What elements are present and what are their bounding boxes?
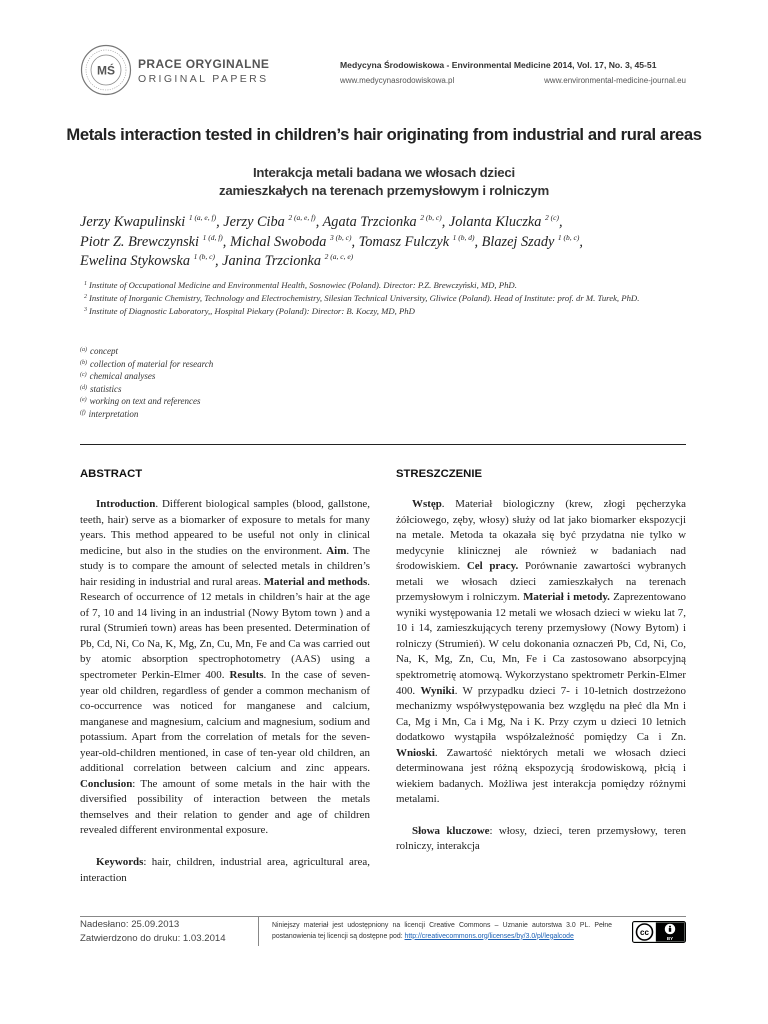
affiliation-item: $^3$ Institute of Diagnostic Laboratory,, Hospital Piekary (Poland): Director: B. Koczy, MD, PhD (84, 305, 415, 316)
author-list: Jerzy Kwapulinski $^{1 (a, e, f)}$, Jerzy Ciba $^{2 (a, e, f)}$, Agata Trzcionka $^{2 (b, c)}$, Jolanta Kluczka $^{2 (c)}$, Piotr Z. Brewczynski $^{1 (d, f)}$, Michal Swoboda $^{3 (b, c)}$, Tomasz Fulczyk $^{1 (b, d)}$, Blazej Szady $^{1 (b, c)}$, Ewelina Stykowska $^{1 (b, c)}$, Janina Trzcionka $^{2 (a, c, e)}$ (80, 213, 583, 269)
submission-dates (80, 916, 258, 945)
cc-by-badge[interactable] (632, 921, 686, 943)
journal-url-pl[interactable]: www.medycynasrodowiskowa.pl (340, 76, 455, 85)
author-name: Jolanta Kluczka (448, 214, 542, 230)
role-item: $^{(c)}$ chemical analyses (80, 371, 156, 381)
role-item: $^{(f)}$ interpretation (80, 408, 139, 419)
journal-logo (80, 44, 132, 96)
author-name: Jerzy Kwapulinski (80, 214, 186, 230)
role-item: $^{(a)}$ concept (80, 346, 118, 356)
streszczenie-keywords: Słowa kluczowe: włosy, dzieci, teren przemysłowy, teren rolniczy, interakcja (396, 824, 686, 853)
author-affiliation: 1 (b, d) (452, 232, 475, 242)
affiliation-item: $^2$ Institute of Inorganic Chemistry, Technology and Electrochemistry, Silesian Technical University, Gliwice (Poland). Head of Institute: prof. dr M. Turek, PhD. (84, 292, 640, 303)
journal-header (340, 59, 686, 87)
license-text: Niniejszy materiał jest udostępniony na licencji Creative Commons – Uznanie autorstwa 3.0 PL. Pełne postanowienia tej licencji są dostępne pod: (272, 922, 612, 940)
author-name: Agata Trzcionka (322, 214, 417, 230)
abstract-heading: ABSTRACT (80, 468, 143, 480)
author-affiliation: 2 (c) (545, 213, 559, 222)
streszczenie-column (396, 467, 686, 855)
author-affiliation: 2 (a, c, e) (324, 252, 354, 261)
author-name: Michal Swoboda (229, 233, 327, 250)
affiliation-item: $^1$ Institute of Occupational Medicine and Environmental Health, Sosnowiec (Poland). Director: P.Z. Brewczyński, MD, PhD. (84, 280, 517, 290)
subtitle-line-1: Interakcja metali badana we włosach dzieci (252, 165, 516, 180)
article-type-pl: PRACE ORYGINALNE (138, 57, 270, 71)
role-item: $^{(e)}$ working on text and references (80, 396, 201, 406)
author-name: Jerzy Ciba (223, 214, 285, 230)
cc-label: cc (640, 927, 649, 937)
author-affiliation: 1 (b, c) (193, 252, 216, 261)
author-affiliation: 2 (b, c) (420, 213, 442, 222)
author-affiliation: 1 (b, c) (557, 232, 580, 242)
author-affiliation: 1 (a, e, f) (188, 213, 217, 222)
received-date: Nadesłano: 25.09.2013 (80, 919, 180, 930)
author-name: Janina Trzcionka (222, 253, 322, 269)
paper-title: Metals interaction tested in children’s hair originating from industrial and rural areas (66, 125, 702, 144)
author-name: Piotr Z. Brewczynski (80, 233, 199, 250)
paper-subtitle (40, 164, 728, 200)
author-affiliation: 1 (d, f) (202, 232, 223, 242)
author-name: Blazej Szady (481, 233, 555, 250)
author-name: Ewelina Stykowska (80, 253, 190, 269)
section-divider (80, 444, 686, 445)
article-type-en: ORIGINAL PAPERS (138, 73, 269, 85)
license-link[interactable]: http://creativecommons.org/licenses/by/3.0/pl/legalcode (404, 932, 574, 940)
abstract-keywords: Keywords: hair, children, industrial area, agricultural area, interaction (80, 856, 370, 884)
license-notice (258, 916, 686, 946)
contribution-roles (80, 345, 213, 420)
journal-citation: Medycyna Środowiskowa - Environmental Medicine 2014, Vol. 17, No. 3, 45-51 (340, 60, 657, 70)
journal-url-en[interactable]: www.environmental-medicine-journal.eu (544, 76, 686, 85)
role-item: $^{(b)}$ collection of material for research (80, 358, 214, 369)
author-name: Tomasz Fulczyk (358, 233, 450, 250)
logo-initials: MŚ (97, 63, 115, 78)
abstract-column (80, 467, 370, 886)
author-affiliation: 2 (a, e, f) (288, 213, 316, 222)
streszczenie-heading: STRESZCZENIE (396, 468, 482, 480)
subtitle-line-2: zamieszkałych na terenach przemysłowym i rolniczym (218, 183, 550, 198)
by-label: BY (666, 936, 674, 941)
affiliation-list (84, 279, 684, 317)
author-affiliation: 3 (b, c) (330, 232, 352, 242)
article-type (138, 57, 269, 86)
streszczenie-body: Wstęp. Materiał biologiczny (krew, złogi pęcherzyka żółciowego, zęby, włosy) służy od lat jako biomarker ekspozycji na metale. Metoda ta okazała się być przydatna nie tylko w medycynie klinicznej ale również w badaniach nad środowiskiem. Cel pracy. Porównanie zawartości wybranych metali we włosach dzieci zamieszkałych na terenach przemysłowym i rolniczym. Materiał i metody. Zaprezentowano wyniki występowania 12 metali we włosach dzieci w wieku lat 7, 10 i 14, zamieszkujących tereny przemysłowy (Nowy Bytom) i rolniczy (Strumień). W celu dokonania oznaczeń Pb, Cd, Ni, Co, Na, K, Mg, Zn, Cu, Mn, Fe i Ca zastosowano absorpcyjną spektrometrię atomową. Wykorzystano spektrometr Perkin-Elmer 400. Wyniki. W przypadku dzieci 7- i 10-letnich dostrzeżono mechanizmy współwystępowania bez względu na płeć dla Mn i Ca, Mg i Mn, Ca i Mg, Na i K. Przy czym u dzieci 10 letnich dodatkowo wystąpiła współzależność pomiędzy Ca i Zn. Wnioski. Zawartość niektórych metali we włosach dzieci determinowana jest różną ekspozycją środowiskową, płcią i wiekiem badanych. Możliwa jest interakcja pomiędzy różnymi metalami. Słowa kluczowe: włosy, dzieci, teren przemysłowy, teren rolniczy, interakcja (396, 497, 686, 855)
role-item: $^{(d)}$ statistics (80, 383, 122, 394)
page-footer (80, 916, 686, 946)
accepted-date: Zatwierdzono do druku: 1.03.2014 (80, 932, 226, 944)
abstract-body: Introduction. Different biological samples (blood, gallstone, teeth, hair) serve as a biomarker of exposure to metals for many years. This method appeared to be useful not only in clinical medicine, but also in the studies on the environment. Aim. The study is to compare the amount of selected metals in children’s hair residing in industrial and rural areas. Material and methods. Research of occurrence of 12 metals in children’s hair at the age of 7, 10 and 14 living in an industrial (Nowy Bytom town ) and a rural (Strumień town) areas has been presented. Determination of Pb, Cd, Ni, Co Na, K, Mg, Zn, Cu, Mn, Fe and Ca was carried out by atomic absorption spectrophotometry (AAS) using a spectrometer Perkin-Elmer 400. Results. In the case of seven-year old children, regardless of gender a common mechanism of co-occurrence was noticed for manganese and calcium, manganese and magnesium, calcium and magnesium, sodium and potassium. Apart from the correlation of metals for the seven-year-old-children mentioned, in case of ten-year old children, an additional correlation between calcium and zinc appears. Conclusion: The amount of some metals in the hair with the diversified possibility of interaction between the metals themselves and their relation to gender and age of children revealed different environmental exposure. Keywords: hair, children, industrial area, agricultural area, interaction (80, 497, 370, 886)
